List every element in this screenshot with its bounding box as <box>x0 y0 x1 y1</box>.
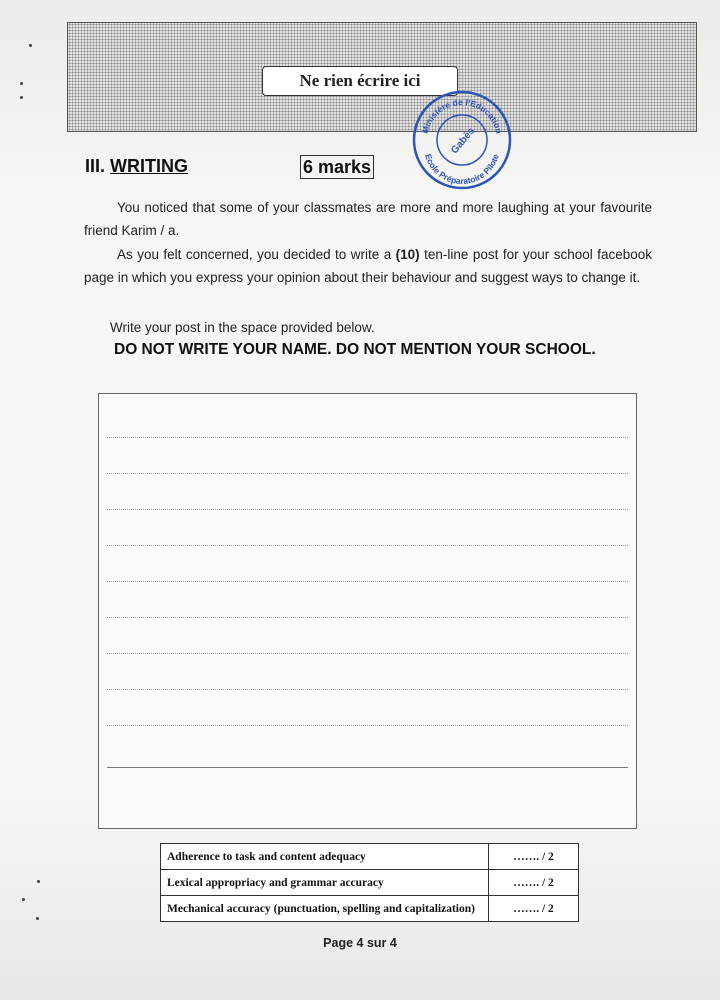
margin-mark <box>29 44 32 47</box>
prompt-text: As you felt concerned, you decided to write a <box>117 247 396 262</box>
rubric-criterion: Mechanical accuracy (punctuation, spelling and capitalization) <box>161 896 489 922</box>
margin-mark <box>22 898 25 901</box>
stamp-top-text: Ministère de l'Education <box>419 96 505 135</box>
do-not-write-label: Ne rien écrire ici <box>262 66 458 96</box>
margin-mark <box>20 96 23 99</box>
margin-mark <box>20 82 23 85</box>
writing-line[interactable] <box>107 617 628 618</box>
marks-badge: 6 marks <box>300 155 374 179</box>
section-title: WRITING <box>110 156 189 176</box>
page-separator: sur <box>363 936 390 950</box>
writing-line[interactable] <box>107 725 628 726</box>
rubric-row <box>161 870 579 896</box>
rubric-score: ……. / 2 <box>489 870 579 896</box>
page-current: 4 <box>356 936 364 950</box>
rubric-score: ……. / 2 <box>489 844 579 870</box>
rubric-score: ……. / 2 <box>489 896 579 922</box>
writing-line[interactable] <box>107 767 628 768</box>
rubric-criterion: Lexical appropriacy and grammar accuracy <box>161 870 489 896</box>
rubric-criterion: Adherence to task and content adequacy <box>161 844 489 870</box>
warning-text: DO NOT WRITE YOUR NAME. DO NOT MENTION YOUR SCHOOL. <box>114 341 596 358</box>
writing-line[interactable] <box>107 653 628 654</box>
writing-line[interactable] <box>107 509 628 510</box>
rubric-row <box>161 844 579 870</box>
answer-area[interactable] <box>98 393 637 829</box>
school-stamp <box>410 88 514 192</box>
stamp-bottom-text: Ecole Préparatoire Pilote <box>423 152 501 187</box>
page-label: Page <box>323 936 357 950</box>
writing-line[interactable] <box>107 473 628 474</box>
prompt-paragraph-2 <box>84 243 652 289</box>
prompt-paragraph-1: You noticed that some of your classmates are more and more laughing at your favourite friend Karim / a. <box>84 200 652 238</box>
writing-line[interactable] <box>107 689 628 690</box>
page-number <box>0 936 720 950</box>
writing-line[interactable] <box>107 581 628 582</box>
rubric-row <box>161 896 579 922</box>
section-heading <box>85 156 188 177</box>
prompt-text: ten-line post for your school facebook page in which you express your opinion about their behaviour and suggest ways to change it. <box>84 247 652 285</box>
page-total: 4 <box>389 936 397 950</box>
section-number: III. <box>85 156 106 176</box>
margin-mark <box>36 917 39 920</box>
margin-mark <box>37 880 40 883</box>
stamp-city: Gabès <box>449 125 478 157</box>
prompt-paragraph-3: Write your post in the space provided below. <box>110 320 375 335</box>
writing-line[interactable] <box>107 437 628 438</box>
scoring-rubric <box>160 843 579 922</box>
writing-line[interactable] <box>107 545 628 546</box>
line-count: (10) <box>395 247 420 262</box>
